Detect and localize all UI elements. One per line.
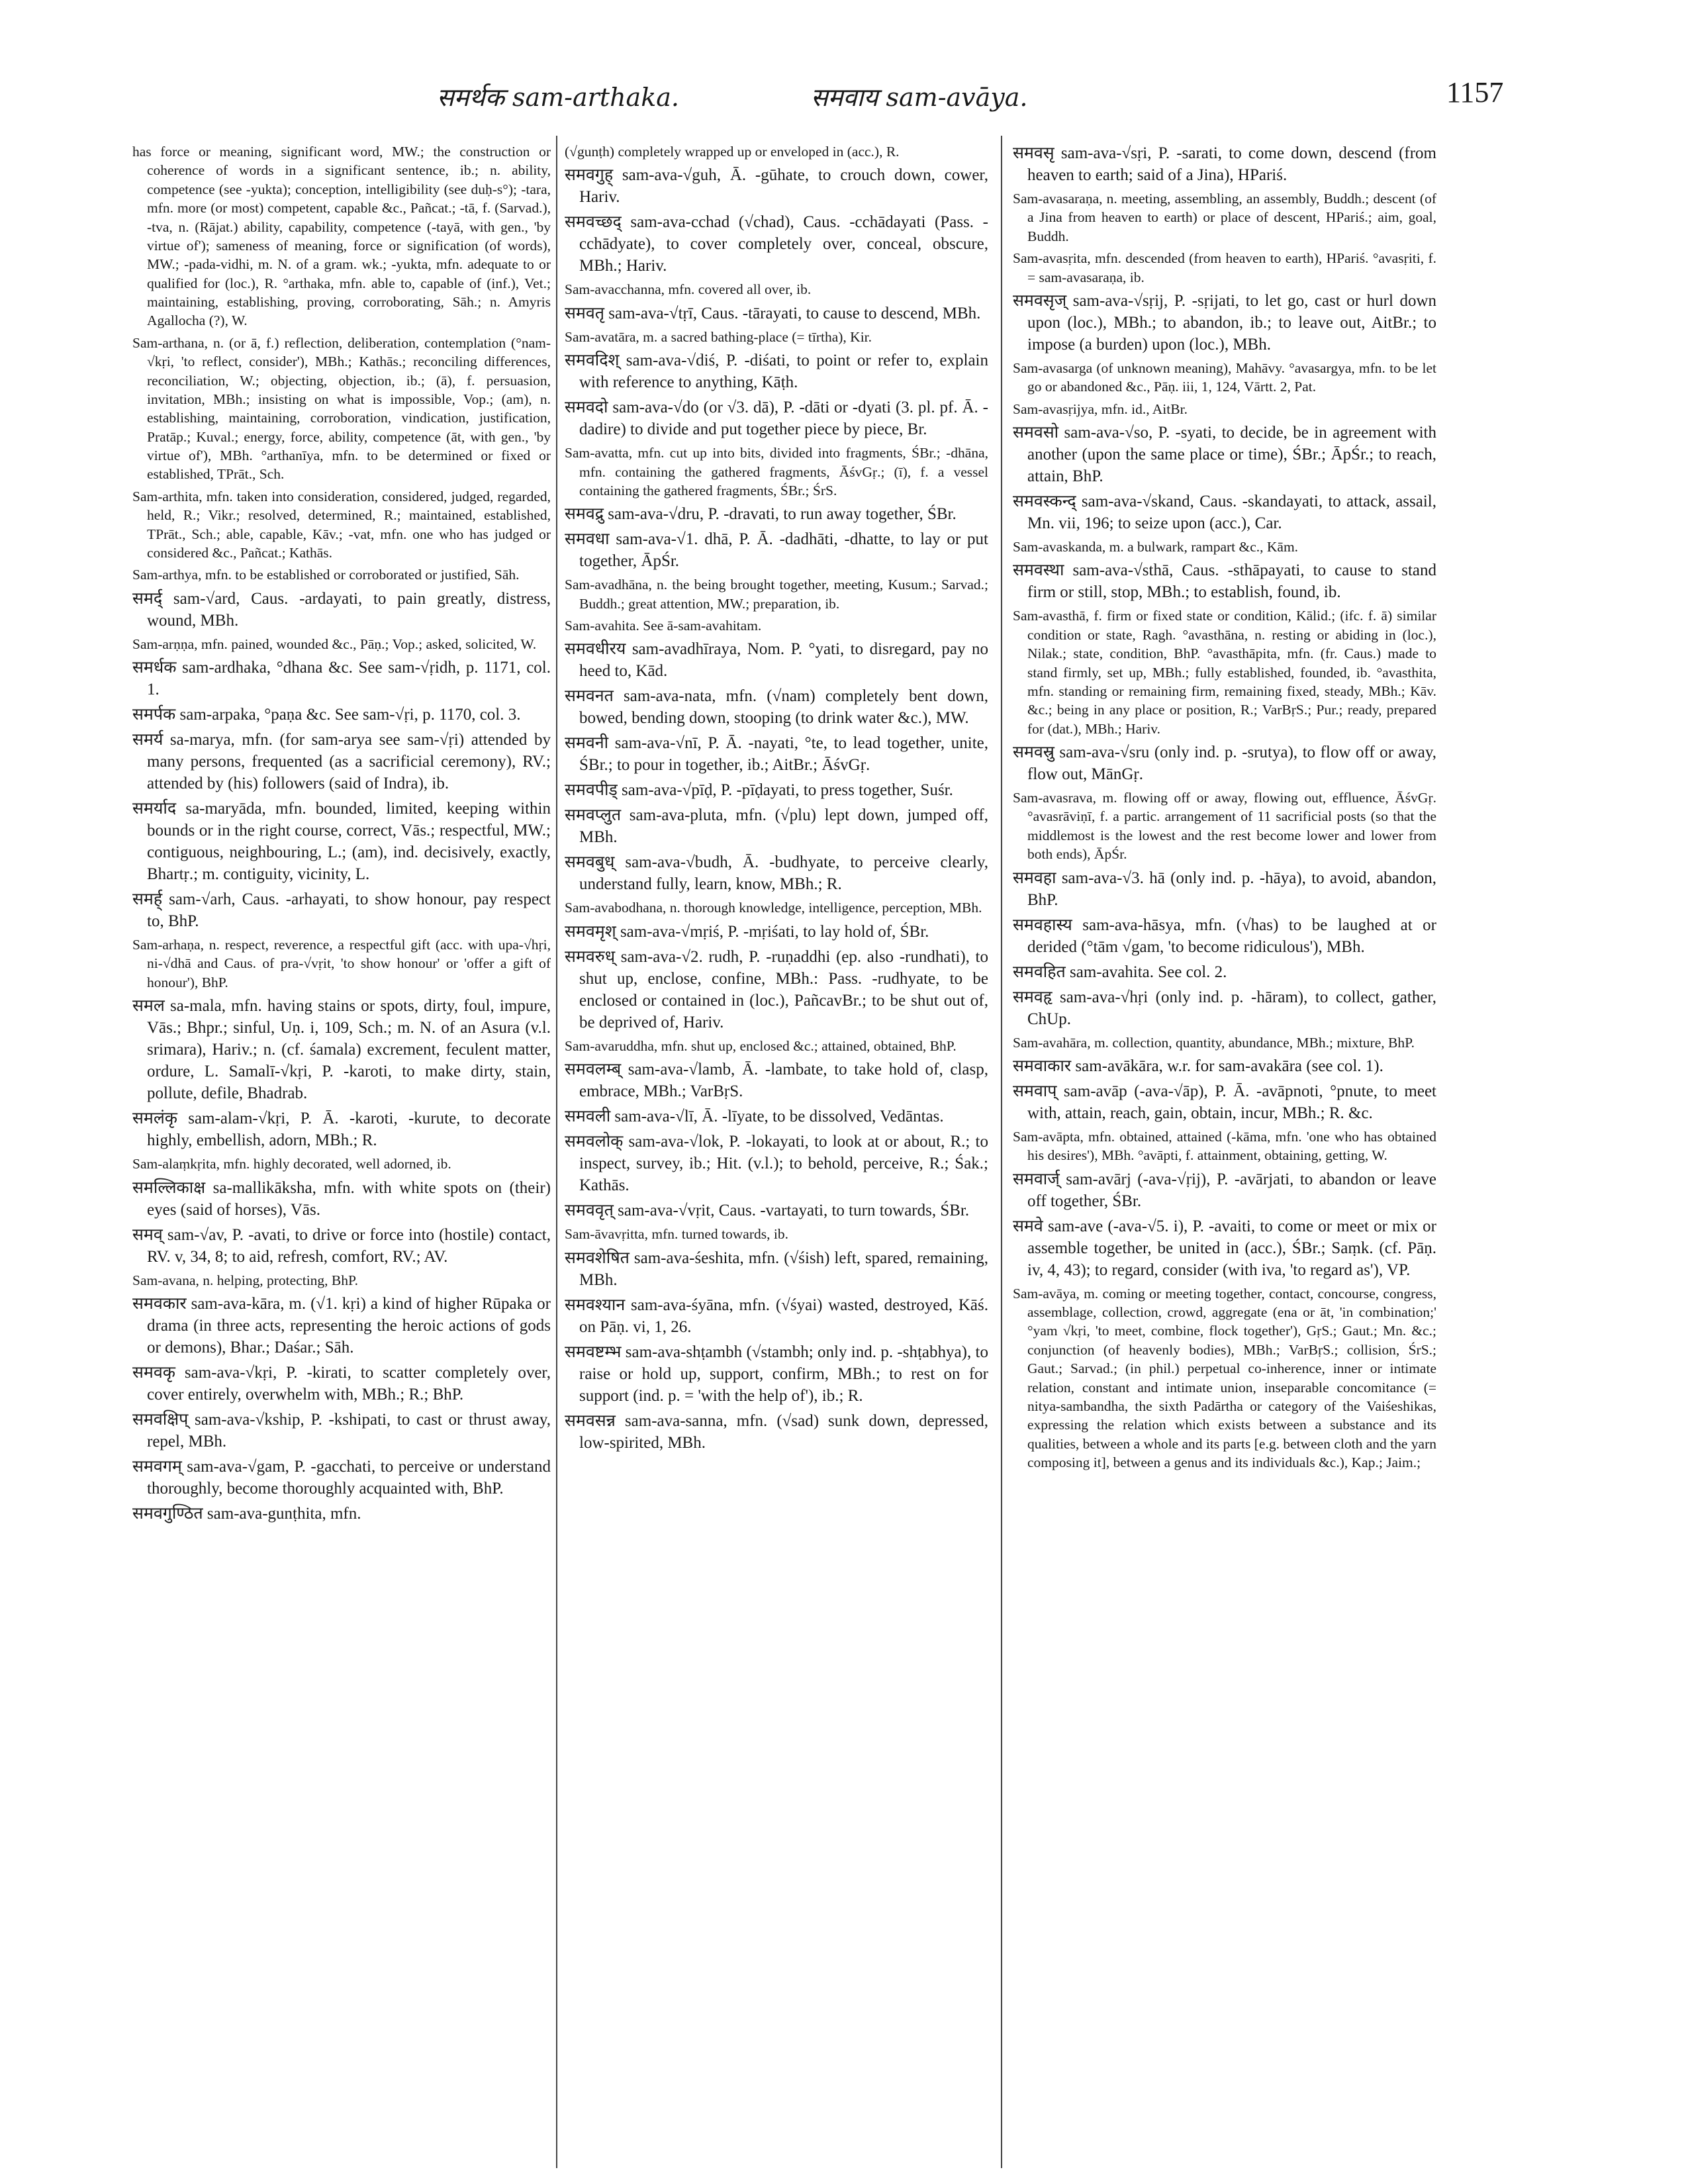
dictionary-entry: समवसन्न sam-ava-sanna, mfn. (√sad) sunk down, depressed, low-spirited, MBh. xyxy=(565,1411,988,1452)
dictionary-entry: समवबुध् sam-ava-√budh, Ā. -budhyate, to perceive clearly, understand fully, learn, know, MBh.; R. xyxy=(565,853,988,894)
dictionary-entry: (√gunṭh) completely wrapped up or enveloped in (acc.), R. xyxy=(565,144,900,160)
dictionary-entry: समर्पक sam-arpaka, °paṇa &c. See sam-√ṛi, p. 1170, col. 3. xyxy=(132,706,521,724)
dictionary-entry: समवहा sam-ava-√3. hā (only ind. p. -hāya), to avoid, abandon, BhP. xyxy=(1013,869,1436,909)
dictionary-entry: समर्याद sa-maryāda, mfn. bounded, limited, keeping within bounds or in the right course, correct, Vās.; respectful, MW.; contiguous, neighbouring, L.; (am), ind. decisively, exactly, Bhartṛ.; m. contiguity, vicinity, L. xyxy=(132,800,551,883)
dictionary-entry: समवगुण्ठित sam-ava-gunṭhita, mfn. xyxy=(132,1504,361,1523)
dictionary-entry: समवशेषित sam-ava-śeshita, mfn. (√śish) left, spared, remaining, MBh. xyxy=(565,1249,988,1289)
dictionary-entry: समवश्यान sam-ava-śyāna, mfn. (√śyai) wasted, destroyed, Kāś. on Pāṇ. vi, 1, 26. xyxy=(565,1296,988,1336)
dictionary-entry: समवलम्ब् sam-ava-√lamb, Ā. -lambate, to take hold of, clasp, embrace, MBh.; VarBṛS. xyxy=(565,1061,988,1101)
dictionary-entry: Sam-avāpta, mfn. obtained, attained (-kāma, mfn. 'one who has obtained his desires'), MBh. °avāpti, f. attainment, obtaining, getting, W. xyxy=(1013,1128,1436,1164)
dictionary-entry: समलंकृ sam-alam-√kṛi, P. Ā. -karoti, -kurute, to decorate highly, embellish, adorn, MBh.; R. xyxy=(132,1110,551,1150)
dictionary-entry: Sam-avadhāna, n. the being brought together, meeting, Kusum.; Sarvad.; Buddh.; great attention, MW.; preparation, ib. xyxy=(565,577,988,612)
dictionary-entry: समवद्रु sam-ava-√dru, P. -dravati, to run away together, ŚBr. xyxy=(565,505,957,524)
page-header xyxy=(0,76,1686,126)
dictionary-entry: समवार्ज् sam-avārj (-ava-√ṛij), P. -avārjati, to abandon or leave off together, ŚBr. xyxy=(1013,1170,1436,1210)
dictionary-entry: समवधीरय sam-avadhīraya, Nom. P. °yati, to disregard, pay no heed to, Kād. xyxy=(565,640,988,681)
dictionary-entry: समवरुध् sam-ava-√2. rudh, P. -ruṇaddhi (ep. also -rundhati), to shut up, enclose, confine, MBh.: Pass. -rudhyate, to be enclosed or contained in (loc.), PañcavBr.; to be shut out of, be deprived of, Hariv. xyxy=(565,947,988,1031)
dictionary-entry: समववृत् sam-ava-√vṛit, Caus. -vartayati, to turn towards, ŚBr. xyxy=(565,1202,970,1220)
dictionary-entry: Sam-āvavṛitta, mfn. turned towards, ib. xyxy=(565,1226,788,1243)
header-left-headword: समर्थक sam-arthaka. xyxy=(437,83,679,112)
dictionary-entry: समवसो sam-ava-√so, P. -syati, to decide, be in agreement with another (upon the same place or time), ŚBr.; ĀpŚr.; to reach, attain, BhP. xyxy=(1013,424,1436,485)
dictionary-entry: समर्धक sam-ardhaka, °dhana &c. See sam-√ṛidh, p. 1171, col. 1. xyxy=(132,659,551,698)
dictionary-entry: समर्य sa-marya, mfn. (for sam-arya see sam-√ṛi) attended by many persons, frequented (as a sacrificial ceremony), RV.; attended by (his) followers (said of Indra), ib. xyxy=(132,731,551,792)
dictionary-entry: Sam-avasthā, f. firm or fixed state or condition, Kālid.; (ifc. f. ā) similar condition or state, Ragh. °avasthāna, n. resting or abiding in (loc.), Nilak.; state, condition, BhP. °avasthāpita, mfn. (fr. Caus.) made to stand firmly, set up, MBh.; fully established, founded, ib. °avasthita, mfn. standing or remaining firm, remaining fixed, steady, MBh.; Kāv. &c.; being in any place or position, R.; VarBṛS.; Pur.; ready, prepared for (dat.), MBh.; Hariv. xyxy=(1013,608,1436,737)
dictionary-entry: Sam-avaskanda, m. a bulwark, rampart &c., Kām. xyxy=(1013,539,1299,555)
dictionary-entry: समवनत sam-ava-nata, mfn. (√nam) completely bent down, bowed, bending down, stooping (to drink water &c.), MW. xyxy=(565,687,988,728)
dictionary-entry: Sam-alaṃkṛita, mfn. highly decorated, well adorned, ib. xyxy=(132,1156,451,1172)
dictionary-entry: समवक्षिप् sam-ava-√kship, P. -kshipati, to cast or thrust away, repel, MBh. xyxy=(132,1410,551,1450)
dictionary-entry: Sam-arthana, n. (or ā, f.) reflection, deliberation, contemplation (°nam-√kṛi, 'to reflect, consider'), MBh.; Kathās.; reconciling differences, reconciliation, W.; objecting, objection, ib.; (ā), f. persuasion, invitation, MBh.; insisting on what is impossible, Vop.; (am), n. establishing, maintaining, corroboration, vindication, justification, Pratāp.; Kuval.; energy, force, ability, competence (āt, with gen., 'by virtue of'), MBh. °arthanīya, mfn. to be determined or fixed or established, TPrāt., Sch. xyxy=(132,334,551,483)
dictionary-entry: समवष्टम्भ sam-ava-shṭambh (√stambh; only ind. p. -shṭabhya), to raise or hold up, support, confirm, MBh.; to rest on for support (ind. p. = 'with the help of'), ib.; R. xyxy=(565,1343,988,1405)
dictionary-entry: Sam-avana, n. helping, protecting, BhP. xyxy=(132,1272,358,1288)
dictionary-entry: Sam-avahita. See ā-sam-avahitam. xyxy=(565,618,762,634)
dictionary-entry: Sam-avasarga (of unknown meaning), Mahāvy. °avasargya, mfn. to be let go or abandoned &c., Pāṇ. iii, 1, 124, Vārtt. 2, Pat. xyxy=(1013,359,1436,395)
dictionary-entry: समवपीड् sam-ava-√pīḍ, P. -pīḍayati, to press together, Suśr. xyxy=(565,781,953,800)
dictionary-entry: Sam-avabodhana, n. thorough knowledge, intelligence, perception, MBh. xyxy=(565,900,982,916)
dictionary-entry: समर्द् sam-√ard, Caus. -ardayati, to pain greatly, distress, wound, MBh. xyxy=(132,589,551,630)
dictionary-entry: Sam-arthya, mfn. to be established or corroborated or justified, Sāh. xyxy=(132,567,520,583)
dictionary-entry: समवच्छद् sam-ava-cchad (√chad), Caus. -cchādayati (Pass. -cchādyate), to cover completely over, conceal, obscure, MBh.; Hariv. xyxy=(565,213,988,275)
dictionary-entry: समवाप् sam-avāp (-ava-√āp), P. Ā. -avāpnoti, °pnute, to meet with, attain, reach, gain, obtain, incur, MBh.; R. &c. xyxy=(1013,1082,1436,1122)
dictionary-entry: समवहास्य sam-ava-hāsya, mfn. (√has) to be laughed at or derided (°tām √gam, 'to become ridiculous'), MBh. xyxy=(1013,916,1436,956)
dictionary-entry: समवमृश् sam-ava-√mṛiś, P. -mṛiśati, to lay hold of, ŚBr. xyxy=(565,922,929,941)
dictionary-entry: Sam-arthita, mfn. taken into consideration, considered, judged, regarded, held, R.; Vikr.; resolved, determined, R.; maintained, established, TPrāt., Sch.; able, capable, Kāv.; -vat, mfn. one who has judged or considered &c., Pañcat.; Kathās. xyxy=(132,488,551,561)
column-divider-2 xyxy=(1001,136,1002,2168)
dictionary-entry: समल sa-mala, mfn. having stains or spots, dirty, foul, impure, Vās.; Bhpr.; sinful, Uṇ. i, 109, Sch.; m. N. of an Asura (v.l. srimara), Hariv.; n. (cf. śamala) excrement, feculent matter, ordure, L. Samalī-√kṛi, P. -karoti, to make dirty, stain, pollute, defile, Bhadrab. xyxy=(132,997,551,1103)
dictionary-entry: समवहृ sam-ava-√hṛi (only ind. p. -hāram), to collect, gather, ChUp. xyxy=(1013,988,1436,1028)
dictionary-entry: समवदो sam-ava-√do (or √3. dā), P. -dāti or -dyati (3. pl. pf. Ā. -dadire) to divide and put together piece by piece, Br. xyxy=(565,399,988,439)
dictionary-entry: Sam-avasaraṇa, n. meeting, assembling, an assembly, Buddh.; descent (of a Jina from heaven to earth) or place of descent, HPariś.; aim, goal, Buddh. xyxy=(1013,191,1436,244)
dictionary-entry: समवकृ sam-ava-√kṛi, P. -kirati, to scatter completely over, cover entirely, overwhelm with, MBh.; R.; BhP. xyxy=(132,1363,551,1403)
dictionary-entry: समव् sam-√av, P. -avati, to drive or force into (hostile) contact, RV. v, 34, 8; to aid, refresh, comfort, RV.; AV. xyxy=(132,1225,551,1266)
header-right-headword: समवाय sam-avāya. xyxy=(811,83,1028,112)
dictionary-entry: Sam-arhaṇa, n. respect, reverence, a respectful gift (acc. with upa-√hṛi, ni-√dhā and Caus. of pra-√vṛit, 'to show honour' or 'offer a gift of honour'), BhP. xyxy=(132,937,551,990)
column-1 xyxy=(132,142,551,2168)
dictionary-entry: Sam-avaruddha, mfn. shut up, enclosed &c.; attained, obtained, BhP. xyxy=(565,1037,957,1054)
dictionary-entry: समवसृज् sam-ava-√sṛij, P. -sṛijati, to let go, cast or hurl down upon (loc.), MBh.; to abandon, ib.; to leave out, AitBr.; to impose (a burden) upon (loc.), MBh. xyxy=(1013,291,1436,354)
dictionary-entry: समल्लिकाक्ष sa-mallikāksha, mfn. with white spots on (their) eyes (said of horses), Vās. xyxy=(132,1178,551,1219)
dictionary-entry: समवहित sam-avahita. See col. 2. xyxy=(1013,963,1227,981)
dictionary-entry: समवगम् sam-ava-√gam, P. -gacchati, to perceive or understand thoroughly, become thoroughly acquainted with, BhP. xyxy=(132,1457,551,1497)
dictionary-entry: Sam-avacchanna, mfn. covered all over, ib. xyxy=(565,281,812,298)
dictionary-entry: Sam-avasrava, m. flowing off or away, flowing out, effluence, ĀśvGṛ. °avasrāviṇī, f. a partic. arrangement of 11 sacrificial posts (so that the middlemost is the lowest and the rest become lower and lower from both ends), ĀpŚr. xyxy=(1013,790,1436,863)
dictionary-entry: Sam-arṇṇa, mfn. pained, wounded &c., Pāṇ.; Vop.; asked, solicited, W. xyxy=(132,636,537,652)
dictionary-entry: Sam-avahāra, m. collection, quantity, abundance, MBh.; mixture, BhP. xyxy=(1013,1034,1415,1051)
dictionary-entry: समवे sam-ave (-ava-√5. i), P. -avaiti, to come or meet or mix or assemble together, be united in (acc.), ŚBr.; Saṃk. (cf. Pāṇ. iv, 4, 43); to regard, consider (with iva, 'to regard as'), VP. xyxy=(1013,1217,1436,1279)
dictionary-entry: समवस्था sam-ava-√sthā, Caus. -sthāpayati, to cause to stand firm or still, stop, MBh.; to establish, found, ib. xyxy=(1013,561,1436,602)
dictionary-entry: Sam-avatāra, m. a sacred bathing-place (= tīrtha), Kir. xyxy=(565,328,872,345)
dictionary-entry: समवस्रु sam-ava-√sru (only ind. p. -srutya), to flow off or away, flow out, MānGṛ. xyxy=(1013,743,1436,783)
dictionary-entry: समवनी sam-ava-√nī, P. Ā. -nayati, °te, to lead together, unite, ŚBr.; to pour in together, ib.; AitBr.; ĀśvGṛ. xyxy=(565,734,988,775)
dictionary-entry: Sam-avāya, m. coming or meeting together, contact, concourse, congress, assemblage, collection, crowd, aggregate (ena or āt, 'in combination;' °yam √kṛi, 'to meet, combine, flock together'), GṛS.; Gaut.; Mn. &c.; conjunction (of heavenly bodies), MBh.; VarBṛS.; collision, ŚrS.; Gaut.; Sarvad.; (in phil.) perpetual co-inherence, inner or intimate relation, constant and intimate union, inseparable concomitance (= nitya-sambandha, the sixth Padārtha or category of the Vaiśeshikas, expressing the relation which exists between a substance and its qualities, between a whole and its parts [e.g. between cloth and the yarn composing it], between a genus and its individuals &c.), Kap.; Jaim.; xyxy=(1013,1285,1436,1470)
dictionary-entry: Sam-avasṛita, mfn. descended (from heaven to earth), HPariś. °avasṛiti, f. = sam-avasaraṇa, ib. xyxy=(1013,250,1436,285)
dictionary-entry: समवकार sam-ava-kāra, m. (√1. kṛi) a kind of higher Rūpaka or drama (in three acts, representing the heroic actions of gods or demons), Bhar.; Daśar.; Sāh. xyxy=(132,1294,551,1356)
dictionary-entry: Sam-avasṛijya, mfn. id., AitBr. xyxy=(1013,401,1188,417)
page-number: 1157 xyxy=(1446,76,1504,109)
dictionary-entry: Sam-avatta, mfn. cut up into bits, divided into fragments, ŚBr.; -dhāna, mfn. containing the gathered fragments, ĀśvGṛ.; (ī), f. a vessel containing the gathered fragments, ŚBr.; ŚrS. xyxy=(565,445,988,499)
dictionary-entry: समवस्कन्द् sam-ava-√skand, Caus. -skandayati, to attack, assail, Mn. vii, 196; to seize upon (acc.), Car. xyxy=(1013,493,1436,532)
column-3 xyxy=(1013,142,1436,2168)
dictionary-entry: समवदिश् sam-ava-√diś, P. -diśati, to point or refer to, explain with reference to anything, Kāṭh. xyxy=(565,352,988,392)
dictionary-entry: समर्ह् sam-√arh, Caus. -arhayati, to show honour, pay respect to, BhP. xyxy=(132,890,551,930)
dictionary-entry: समवगुह् sam-ava-√guh, Ā. -gūhate, to crouch down, cower, Hariv. xyxy=(565,166,988,207)
dictionary-entry: समवधा sam-ava-√1. dhā, P. Ā. -dadhāti, -dhatte, to lay or put together, ĀpŚr. xyxy=(565,530,988,571)
dictionary-entry: समवतृ sam-ava-√tṛī, Caus. -tārayati, to cause to descend, MBh. xyxy=(565,304,981,322)
dictionary-entry: समवली sam-ava-√lī, Ā. -līyate, to be dissolved, Vedāntas. xyxy=(565,1108,944,1126)
dictionary-entry: समवप्लुत sam-ava-pluta, mfn. (√plu) lept down, jumped off, MBh. xyxy=(565,806,988,847)
column-divider-1 xyxy=(556,136,557,2168)
column-2 xyxy=(565,142,988,2168)
dictionary-entry: समवलोक् sam-ava-√lok, P. -lokayati, to look at or about, R.; to inspect, survey, ib.; Hit. (v.l.); to behold, perceive, R.; Śak.; Kathās. xyxy=(565,1133,988,1195)
dictionary-entry: समवसृ sam-ava-√sṛi, P. -sarati, to come down, descend (from heaven to earth; said of a Jina), HPariś. xyxy=(1013,144,1436,184)
dictionary-entry: has force or meaning, significant word, MW.; the construction or coherence of words in a significant sentence, ib.; n. ability, competence (see -yukta); conception, intelligibility (see duḥ-s°); -tara, mfn. more (or most) competent, capable &c., Pañcat.; -tā, f. (Sarvad.), -tva, n. (Rājat.) ability, capability, competence (-tayā, with gen., 'by virtue of'); sameness of meaning, force or signification (of words), MW.; -pada-vidhi, m. N. of a gram. wk.; -yukta, mfn. adequate to or qualified for (loc.), R. °arthaka, mfn. able to, capable of (inf.), Vet.; maintaining, establishing, proving, corroborating, Sāh.; n. Amyris Agallocha (?), W. xyxy=(132,144,551,329)
dictionary-entry: समवाकार sam-avākāra, w.r. for sam-avakāra (see col. 1). xyxy=(1013,1057,1383,1075)
